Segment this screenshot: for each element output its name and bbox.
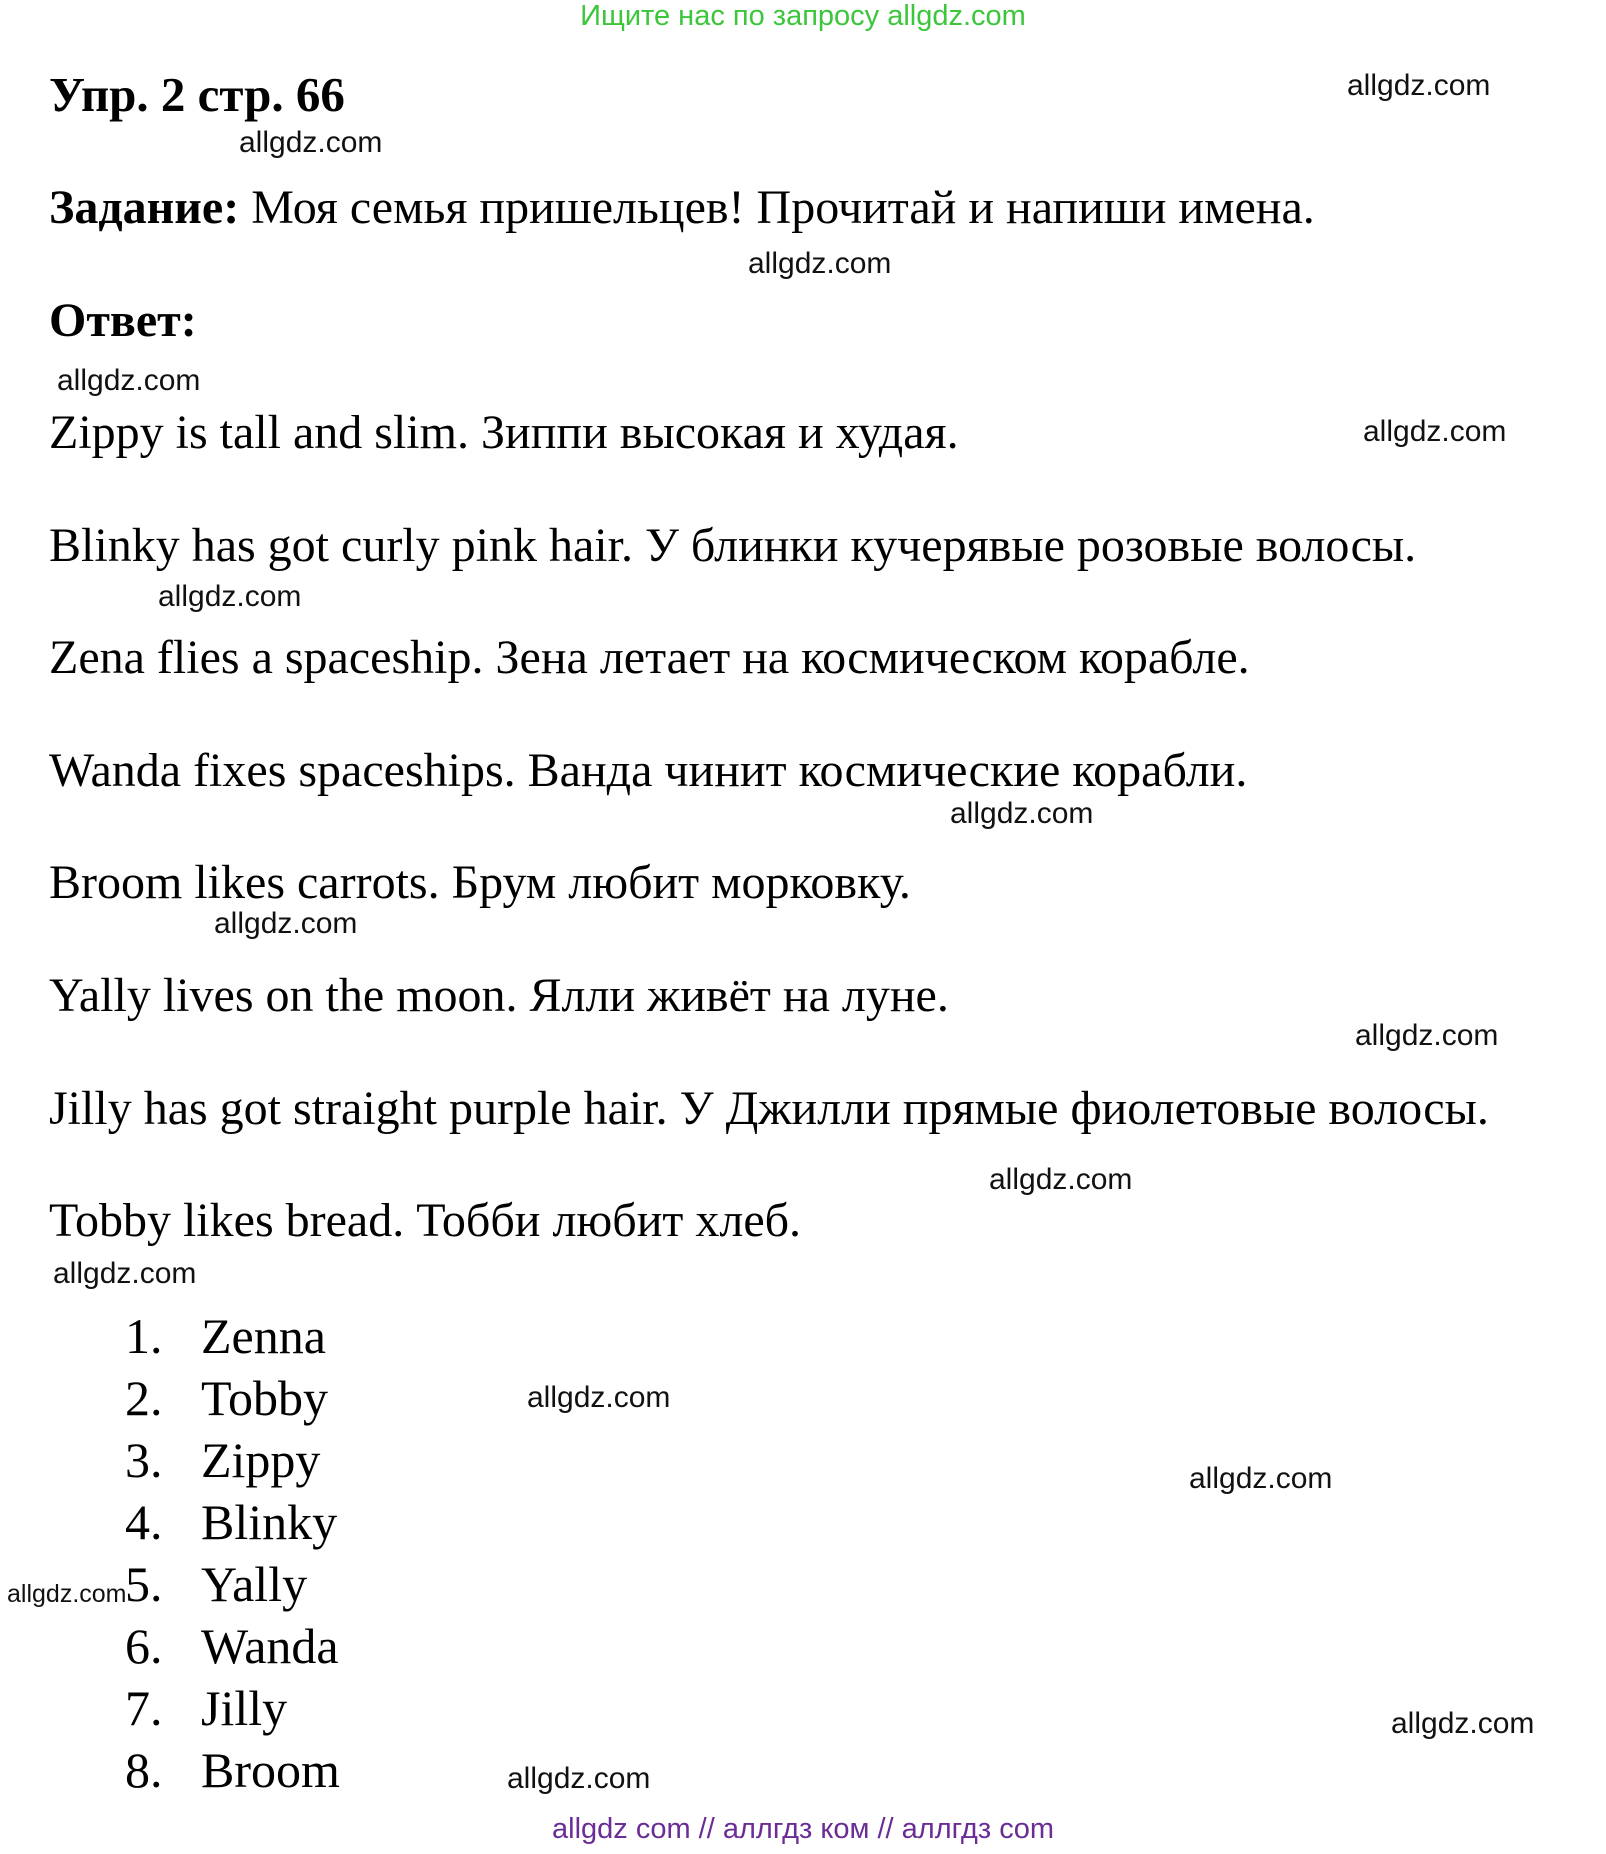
answer-number: 8. [125, 1742, 163, 1798]
watermark: allgdz.com [53, 1257, 197, 1290]
answer-name: Jilly [201, 1680, 288, 1736]
answer-label: Ответ: [49, 294, 197, 347]
sentence-line: Zippy is tall and slim. Зиппи высокая и худая. [49, 406, 959, 459]
answer-name: Broom [201, 1742, 340, 1798]
answer-number: 4. [125, 1494, 163, 1550]
sentence-line: Wanda fixes spaceships. Ванда чинит космические корабли. [49, 744, 1248, 797]
answer-item [125, 1493, 425, 1553]
sentence-line: Tobby likes bread. Тобби любит хлеб. [49, 1194, 802, 1247]
answer-item [125, 1555, 425, 1615]
answer-number: 6. [125, 1618, 163, 1674]
answer-number: 7. [125, 1680, 163, 1736]
watermark: allgdz.com [7, 1580, 127, 1608]
exercise-title: Упр. 2 стр. 66 [49, 67, 345, 122]
watermark: allgdz.com [1189, 1462, 1333, 1495]
watermark: allgdz.com [507, 1762, 651, 1795]
sentence-line: Jilly has got straight purple hair. У Джилли прямые фиолетовые волосы. [49, 1082, 1489, 1135]
watermark: allgdz.com [950, 797, 1094, 830]
watermark: allgdz.com [748, 247, 892, 280]
top-banner: Ищите нас по запросу allgdz.com [580, 0, 1026, 32]
answer-item [125, 1431, 425, 1491]
answer-item [125, 1679, 425, 1739]
sentence-line: Blinky has got curly pink hair. У блинки кучерявые розовые волосы. [49, 519, 1417, 572]
sentence-line: Broom likes carrots. Брум любит морковку. [49, 856, 911, 909]
watermark: allgdz.com [989, 1163, 1133, 1196]
task-line [49, 180, 1315, 235]
watermark: allgdz.com [1355, 1019, 1499, 1052]
watermark: allgdz.com [239, 126, 383, 159]
answer-item [125, 1617, 425, 1677]
watermark: allgdz.com [158, 580, 302, 613]
watermark: allgdz.com [214, 907, 358, 940]
answer-item [125, 1369, 425, 1429]
answer-name: Wanda [201, 1618, 339, 1674]
answer-name: Zippy [201, 1432, 321, 1488]
sentence-line: Zena flies a spaceship. Зена летает на космическом корабле. [49, 631, 1250, 684]
answer-item [125, 1741, 425, 1801]
footer-watermark: allgdz com // аллгдз ком // аллгдз com [552, 1813, 1054, 1845]
watermark: allgdz.com [1391, 1707, 1535, 1740]
answer-number: 5. [125, 1556, 163, 1612]
answer-name: Zenna [201, 1308, 326, 1364]
answer-number: 3. [125, 1432, 163, 1488]
task-text: Моя семья пришельцев! Прочитай и напиши имена. [239, 181, 1315, 234]
answer-item [125, 1307, 425, 1367]
answer-name: Yally [201, 1556, 308, 1612]
task-label: Задание: [49, 181, 240, 234]
sentence-line: Yally lives on the moon. Ялли живёт на луне. [49, 969, 949, 1022]
answer-name: Tobby [201, 1370, 329, 1426]
answer-number: 2. [125, 1370, 163, 1426]
answer-number: 1. [125, 1308, 163, 1364]
watermark: allgdz.com [1347, 69, 1491, 102]
watermark: allgdz.com [527, 1381, 671, 1414]
watermark: allgdz.com [57, 364, 201, 397]
watermark: allgdz.com [1363, 415, 1507, 448]
answer-name: Blinky [201, 1494, 338, 1550]
